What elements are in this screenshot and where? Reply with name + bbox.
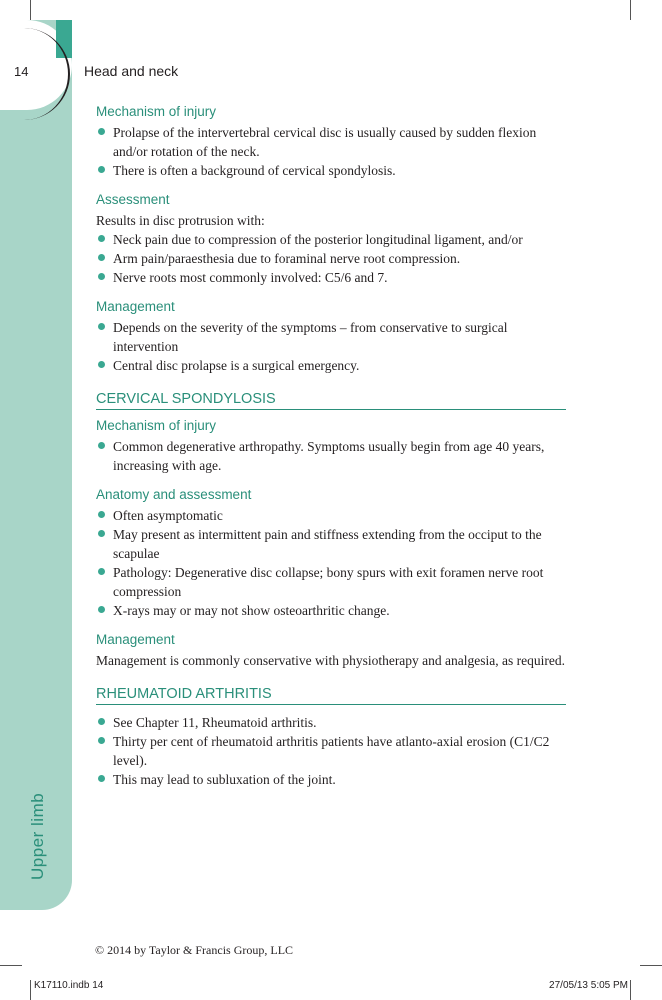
- copyright-notice: © 2014 by Taylor & Francis Group, LLC: [95, 943, 294, 957]
- list-item: Thirty per cent of rheumatoid arthritis patients have atlanto-axial erosion (C1/C2 level).: [96, 732, 566, 770]
- subheading: Assessment: [96, 192, 170, 207]
- bullet-list: [96, 437, 566, 475]
- page-number: 14: [14, 64, 29, 79]
- print-slug-file: K17110.indb 14: [34, 980, 104, 991]
- list-item: Neck pain due to compression of the posterior longitudinal ligament, and/or: [96, 230, 566, 249]
- subheading: Anatomy and assessment: [96, 487, 252, 502]
- list-item: There is often a background of cervical spondylosis.: [96, 161, 566, 180]
- side-tab-strip: [0, 20, 72, 910]
- list-item: Pathology: Degenerative disc collapse; bony spurs with exit foramen nerve root compression: [96, 563, 566, 601]
- crop-mark: [630, 0, 631, 20]
- paragraph: Management is commonly conservative with physiotherapy and analgesia, as required.: [96, 653, 565, 668]
- bullet-list: [96, 318, 566, 375]
- bullet-list: [96, 230, 566, 287]
- list-item: May present as intermittent pain and stiffness extending from the occiput to the scapulae: [96, 525, 566, 563]
- section-heading: CERVICAL SPONDYLOSIS: [96, 391, 566, 410]
- bullet-list: [96, 123, 566, 180]
- bullet-list: [96, 506, 566, 620]
- crop-mark: [630, 980, 631, 1000]
- crop-mark: [30, 0, 31, 20]
- list-item: Depends on the severity of the symptoms – from conservative to surgical intervention: [96, 318, 566, 356]
- subheading: Mechanism of injury: [96, 104, 217, 119]
- print-slug-date: 27/05/13 5:05 PM: [549, 980, 628, 991]
- bullet-list: [96, 713, 566, 789]
- list-item: See Chapter 11, Rheumatoid arthritis.: [96, 713, 566, 732]
- subheading: Management: [96, 299, 175, 314]
- list-item: Often asymptomatic: [96, 506, 566, 525]
- list-item: This may lead to subluxation of the joint.: [96, 770, 566, 789]
- list-item: Arm pain/paraesthesia due to foraminal nerve root compression.: [96, 249, 566, 268]
- list-item: X-rays may or may not show osteoarthritic change.: [96, 601, 566, 620]
- running-head: Head and neck: [84, 63, 179, 79]
- page-content: [96, 104, 566, 789]
- crop-mark: [0, 965, 22, 966]
- paragraph: Results in disc protrusion with:: [96, 213, 265, 228]
- list-item: Prolapse of the intervertebral cervical disc is usually caused by sudden flexion and/or rotation of the neck.: [96, 123, 566, 161]
- subheading: Mechanism of injury: [96, 418, 217, 433]
- list-item: Common degenerative arthropathy. Symptoms usually begin from age 40 years, increasing with age.: [96, 437, 566, 475]
- list-item: Central disc prolapse is a surgical emergency.: [96, 356, 566, 375]
- crop-mark: [640, 965, 662, 966]
- list-item: Nerve roots most commonly involved: C5/6 and 7.: [96, 268, 566, 287]
- crop-mark: [30, 980, 31, 1000]
- side-tab-label: Upper limb: [28, 792, 47, 880]
- section-heading: RHEUMATOID ARTHRITIS: [96, 686, 566, 705]
- subheading: Management: [96, 632, 175, 647]
